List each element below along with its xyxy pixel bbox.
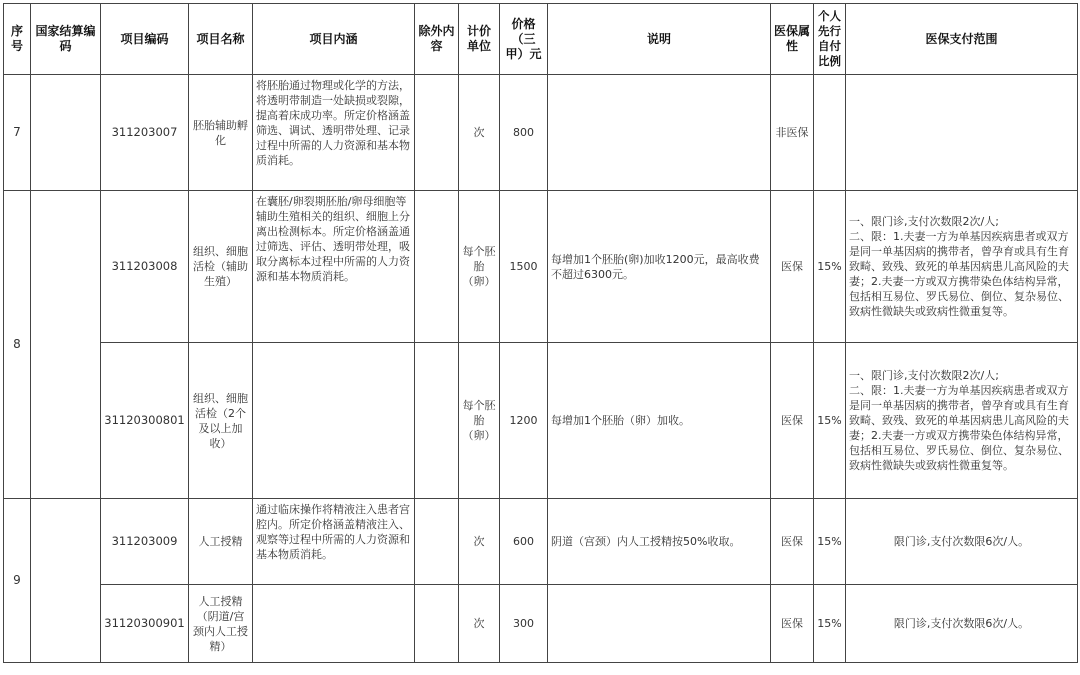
header-national-code: 国家结算编码 [31, 4, 101, 75]
table-row [4, 75, 1078, 191]
cell-insurance-attr: 医保 [771, 191, 814, 343]
table-row [4, 499, 1078, 585]
cell-item-code: 31120300901 [101, 585, 189, 663]
cell-price: 1200 [500, 343, 548, 499]
header-insurance-attr: 医保属性 [771, 4, 814, 75]
cell-national-code [31, 75, 101, 191]
header-excluded: 除外内容 [415, 4, 459, 75]
cell-item-name: 人工授精（阴道/宫颈内人工授精） [189, 585, 253, 663]
cell-note: 每增加1个胚胎(卵)加收1200元，最高收费不超过6300元。 [548, 191, 771, 343]
header-price: 价格（三甲）元 [500, 4, 548, 75]
header-unit: 计价单位 [459, 4, 500, 75]
cell-unit: 每个胚胎（卵） [459, 343, 500, 499]
cell-seq: 9 [4, 499, 31, 663]
cell-item-name: 人工授精 [189, 499, 253, 585]
cell-price: 1500 [500, 191, 548, 343]
cell-insurance-attr: 非医保 [771, 75, 814, 191]
cell-payment-scope: 一、限门诊,支付次数限2次/人; 二、限：1.夫妻一方为单基因疾病患者或双方是同一单基因病的携带者，曾孕育或具有生育致畸、致残、致死的单基因病患儿高风险的夫妻；2.夫妻一方或双方携带染色体结构异常，包括相互易位、罗氏易位、倒位、复杂易位、致病性微缺失或致病性微重复等。 [846, 191, 1078, 343]
cell-payment-scope: 限门诊,支付次数限6次/人。 [846, 499, 1078, 585]
cell-unit: 次 [459, 499, 500, 585]
cell-item-name: 组织、细胞活检（辅助生殖） [189, 191, 253, 343]
cell-note: 阴道（宫颈）内人工授精按50%收取。 [548, 499, 771, 585]
cell-payment-scope [846, 75, 1078, 191]
header-payment-scope: 医保支付范围 [846, 4, 1078, 75]
cell-unit: 次 [459, 585, 500, 663]
cell-item-code: 31120300801 [101, 343, 189, 499]
cell-content: 在囊胚/卵裂期胚胎/卵母细胞等辅助生殖相关的组织、细胞上分离出检测标本。所定价格涵盖通过筛选、评估、透明带处理，吸取分离标本过程中所需的人力资源和基本物质消耗。 [253, 191, 415, 343]
header-content: 项目内涵 [253, 4, 415, 75]
cell-excluded [415, 585, 459, 663]
cell-item-name: 组织、细胞活检（2个及以上加收） [189, 343, 253, 499]
cell-content [253, 343, 415, 499]
cell-self-pay-ratio: 15% [814, 585, 846, 663]
cell-item-code: 311203007 [101, 75, 189, 191]
cell-excluded [415, 191, 459, 343]
pricing-table [3, 3, 1078, 663]
header-item-name: 项目名称 [189, 4, 253, 75]
header-self-pay-ratio: 个人先行自付比例 [814, 4, 846, 75]
cell-content [253, 585, 415, 663]
cell-national-code [31, 191, 101, 499]
cell-content: 通过临床操作将精液注入患者宫腔内。所定价格涵盖精液注入、观察等过程中所需的人力资源和基本物质消耗。 [253, 499, 415, 585]
table-row [4, 191, 1078, 343]
header-note: 说明 [548, 4, 771, 75]
cell-insurance-attr: 医保 [771, 585, 814, 663]
cell-self-pay-ratio: 15% [814, 191, 846, 343]
cell-note [548, 75, 771, 191]
cell-seq: 8 [4, 191, 31, 499]
cell-price: 800 [500, 75, 548, 191]
cell-insurance-attr: 医保 [771, 499, 814, 585]
cell-note [548, 585, 771, 663]
cell-payment-scope: 一、限门诊,支付次数限2次/人; 二、限：1.夫妻一方为单基因疾病患者或双方是同一单基因病的携带者，曾孕育或具有生育致畸、致残、致死的单基因病患儿高风险的夫妻；2.夫妻一方或双方携带染色体结构异常，包括相互易位、罗氏易位、倒位、复杂易位、致病性微缺失或致病性微重复等。 [846, 343, 1078, 499]
table-row [4, 343, 1078, 499]
cell-self-pay-ratio [814, 75, 846, 191]
table-row [4, 585, 1078, 663]
cell-unit: 每个胚胎（卵） [459, 191, 500, 343]
cell-item-code: 311203008 [101, 191, 189, 343]
cell-payment-scope: 限门诊,支付次数限6次/人。 [846, 585, 1078, 663]
header-row [4, 4, 1078, 75]
cell-item-name: 胚胎辅助孵化 [189, 75, 253, 191]
cell-insurance-attr: 医保 [771, 343, 814, 499]
cell-price: 300 [500, 585, 548, 663]
cell-self-pay-ratio: 15% [814, 499, 846, 585]
cell-self-pay-ratio: 15% [814, 343, 846, 499]
cell-excluded [415, 499, 459, 585]
cell-national-code [31, 499, 101, 663]
cell-seq: 7 [4, 75, 31, 191]
cell-content: 将胚胎通过物理或化学的方法，将透明带制造一处缺损或裂隙，提高着床成功率。所定价格涵盖筛选、调试、透明带处理、记录过程中所需的人力资源和基本物质消耗。 [253, 75, 415, 191]
cell-excluded [415, 343, 459, 499]
header-seq: 序号 [4, 4, 31, 75]
cell-excluded [415, 75, 459, 191]
cell-item-code: 311203009 [101, 499, 189, 585]
cell-price: 600 [500, 499, 548, 585]
header-item-code: 项目编码 [101, 4, 189, 75]
cell-unit: 次 [459, 75, 500, 191]
cell-note: 每增加1个胚胎（卵）加收。 [548, 343, 771, 499]
